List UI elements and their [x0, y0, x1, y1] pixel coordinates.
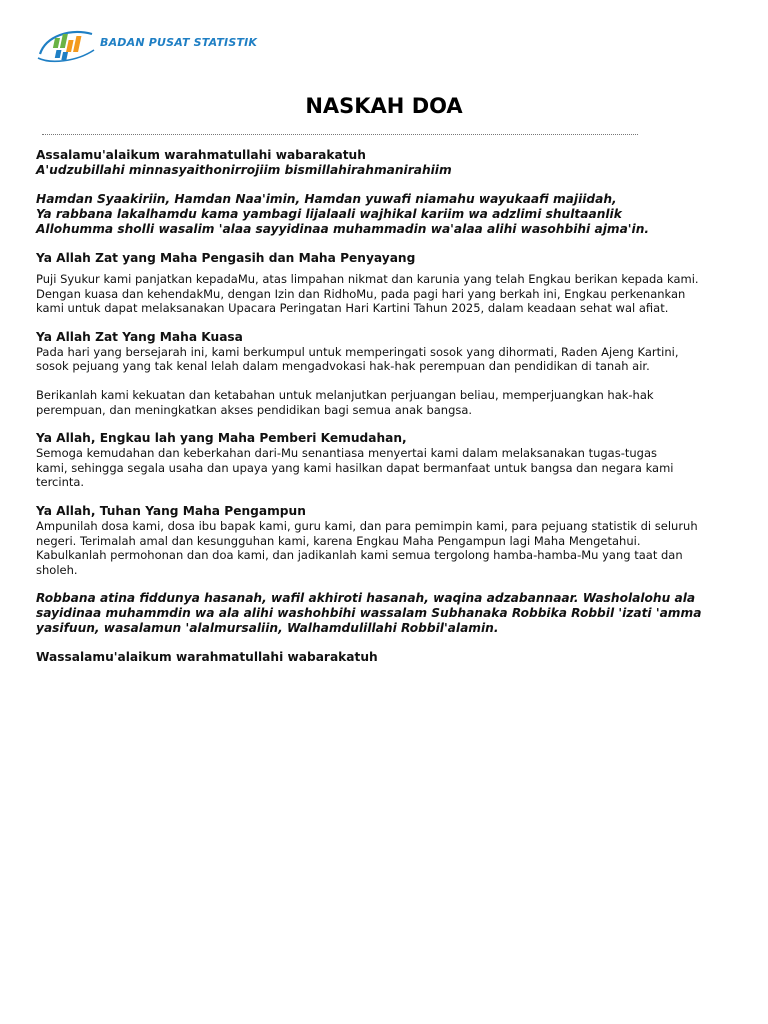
- section-heading: Ya Allah Zat yang Maha Pengasih dan Maha Penyayang: [36, 251, 416, 265]
- praise-line: Ya rabbana lakalhamdu kama yambagi lijalaali wajhikal kariim wa adzlimi shultaanlik: [36, 207, 622, 221]
- text-line: Dengan kuasa dan kehendakMu, dengan Izin dan RidhoMu, pada pagi hari yang berkah ini, Engkau perkenankan: [36, 286, 686, 301]
- page-header: [36, 24, 336, 64]
- text-line: yasifuun, wasalamun 'alalmursaliin, Walhamdulillahi Robbil'alamin.: [36, 621, 499, 636]
- text-line: sosok pejuang yang tak kenal lelah dalam mengadvokasi hak-hak perempuan dan pendidikan di tanah air.: [36, 359, 650, 374]
- title-divider: [42, 134, 638, 135]
- section-pengampun: [36, 504, 732, 577]
- text-line: Kabulkanlah permohonan dan doa kami, dan jadikanlah kami semua tergolong hamba-hamba-Mu yang taat dan: [36, 548, 683, 563]
- section-kemudahan: [36, 431, 732, 490]
- section-kuasa: [36, 330, 732, 417]
- section-paragraph: [36, 345, 732, 374]
- section-paragraph: [36, 519, 732, 577]
- text-line: Puji Syukur kami panjatkan kepadaMu, atas limpahan nikmat dan karunia yang telah Engkau berikan kepada kami.: [36, 272, 699, 286]
- text-line: kami untuk dapat melaksanakan Upacara Peringatan Hari Kartini Tahun 2025, dalam keadaan sehat wal afiat.: [36, 301, 669, 316]
- section-paragraph: [36, 388, 732, 417]
- organization-name: BADAN PUSAT STATISTIK: [100, 36, 258, 49]
- text-line: sholeh.: [36, 562, 78, 577]
- document-title: NASKAH DOA: [305, 94, 463, 118]
- bps-logo-icon: [36, 24, 98, 64]
- text-line: tercinta.: [36, 475, 85, 490]
- text-line: kami, sehingga segala usaha dan upaya yang kami hasilkan dapat bermanfaat untuk bangsa dan negara kami: [36, 460, 674, 475]
- praise-paragraph: [36, 192, 732, 237]
- section-pengasih: [36, 251, 732, 316]
- praise-line: Hamdan Syaakiriin, Hamdan Naa'imin, Hamdan yuwafi niamahu wayukaafi majiidah,: [36, 192, 617, 206]
- text-line: Pada hari yang bersejarah ini, kami berkumpul untuk memperingati sosok yang dihormati, Raden Ajeng Kartini,: [36, 344, 679, 359]
- section-paragraph: [36, 446, 732, 490]
- text-line: negeri. Terimalah amal dan kesungguhan kami, karena Engkau Maha Pengampun lagi Maha Mengetahui.: [36, 533, 641, 548]
- text-line: sayidinaa muhammdin wa ala alihi washohbihi wassalam Subhanaka Robbika Robbil 'izati 'amma: [36, 606, 702, 621]
- praise-line: Allohumma sholli wasalim 'alaa sayyidinaa muhammadin wa'alaa alihi wasohbihi ajma'in.: [36, 222, 650, 236]
- greeting-line: Assalamu'alaikum warahmatullahi wabarakatuh: [36, 148, 366, 162]
- basmalah-line: A'udzubillahi minnasyaithonirrojiim bismillahirahmanirahiim: [36, 163, 452, 177]
- closing-greeting: Wassalamu'alaikum warahmatullahi wabarakatuh: [36, 650, 378, 665]
- text-line: Berikanlah kami kekuatan dan ketabahan untuk melanjutkan perjuangan beliau, memperjuangkan hak-hak: [36, 387, 654, 402]
- text-line: Robbana atina fiddunya hasanah, wafil akhiroti hasanah, waqina adzabannaar. Washolalohu ala: [36, 591, 696, 606]
- section-heading: Ya Allah, Tuhan Yang Maha Pengampun: [36, 503, 306, 518]
- section-paragraph: [36, 272, 732, 316]
- text-line: Ampunilah dosa kami, dosa ibu bapak kami, guru kami, dan para pemimpin kami, para pejuang statistik di seluruh: [36, 518, 698, 533]
- section-heading: Ya Allah, Engkau lah yang Maha Pemberi Kemudahan,: [36, 431, 407, 446]
- opening-greeting: [36, 148, 732, 178]
- text-line: perempuan, dan meningkatkan akses pendidikan bagi semua anak bangsa.: [36, 402, 473, 417]
- closing-prayer: [36, 591, 732, 636]
- section-heading: Ya Allah Zat Yang Maha Kuasa: [36, 329, 243, 344]
- document-body: [36, 148, 732, 665]
- text-line: Semoga kemudahan dan keberkahan dari-Mu senantiasa menyertai kami dalam melaksanakan tugas-tugas: [36, 446, 657, 461]
